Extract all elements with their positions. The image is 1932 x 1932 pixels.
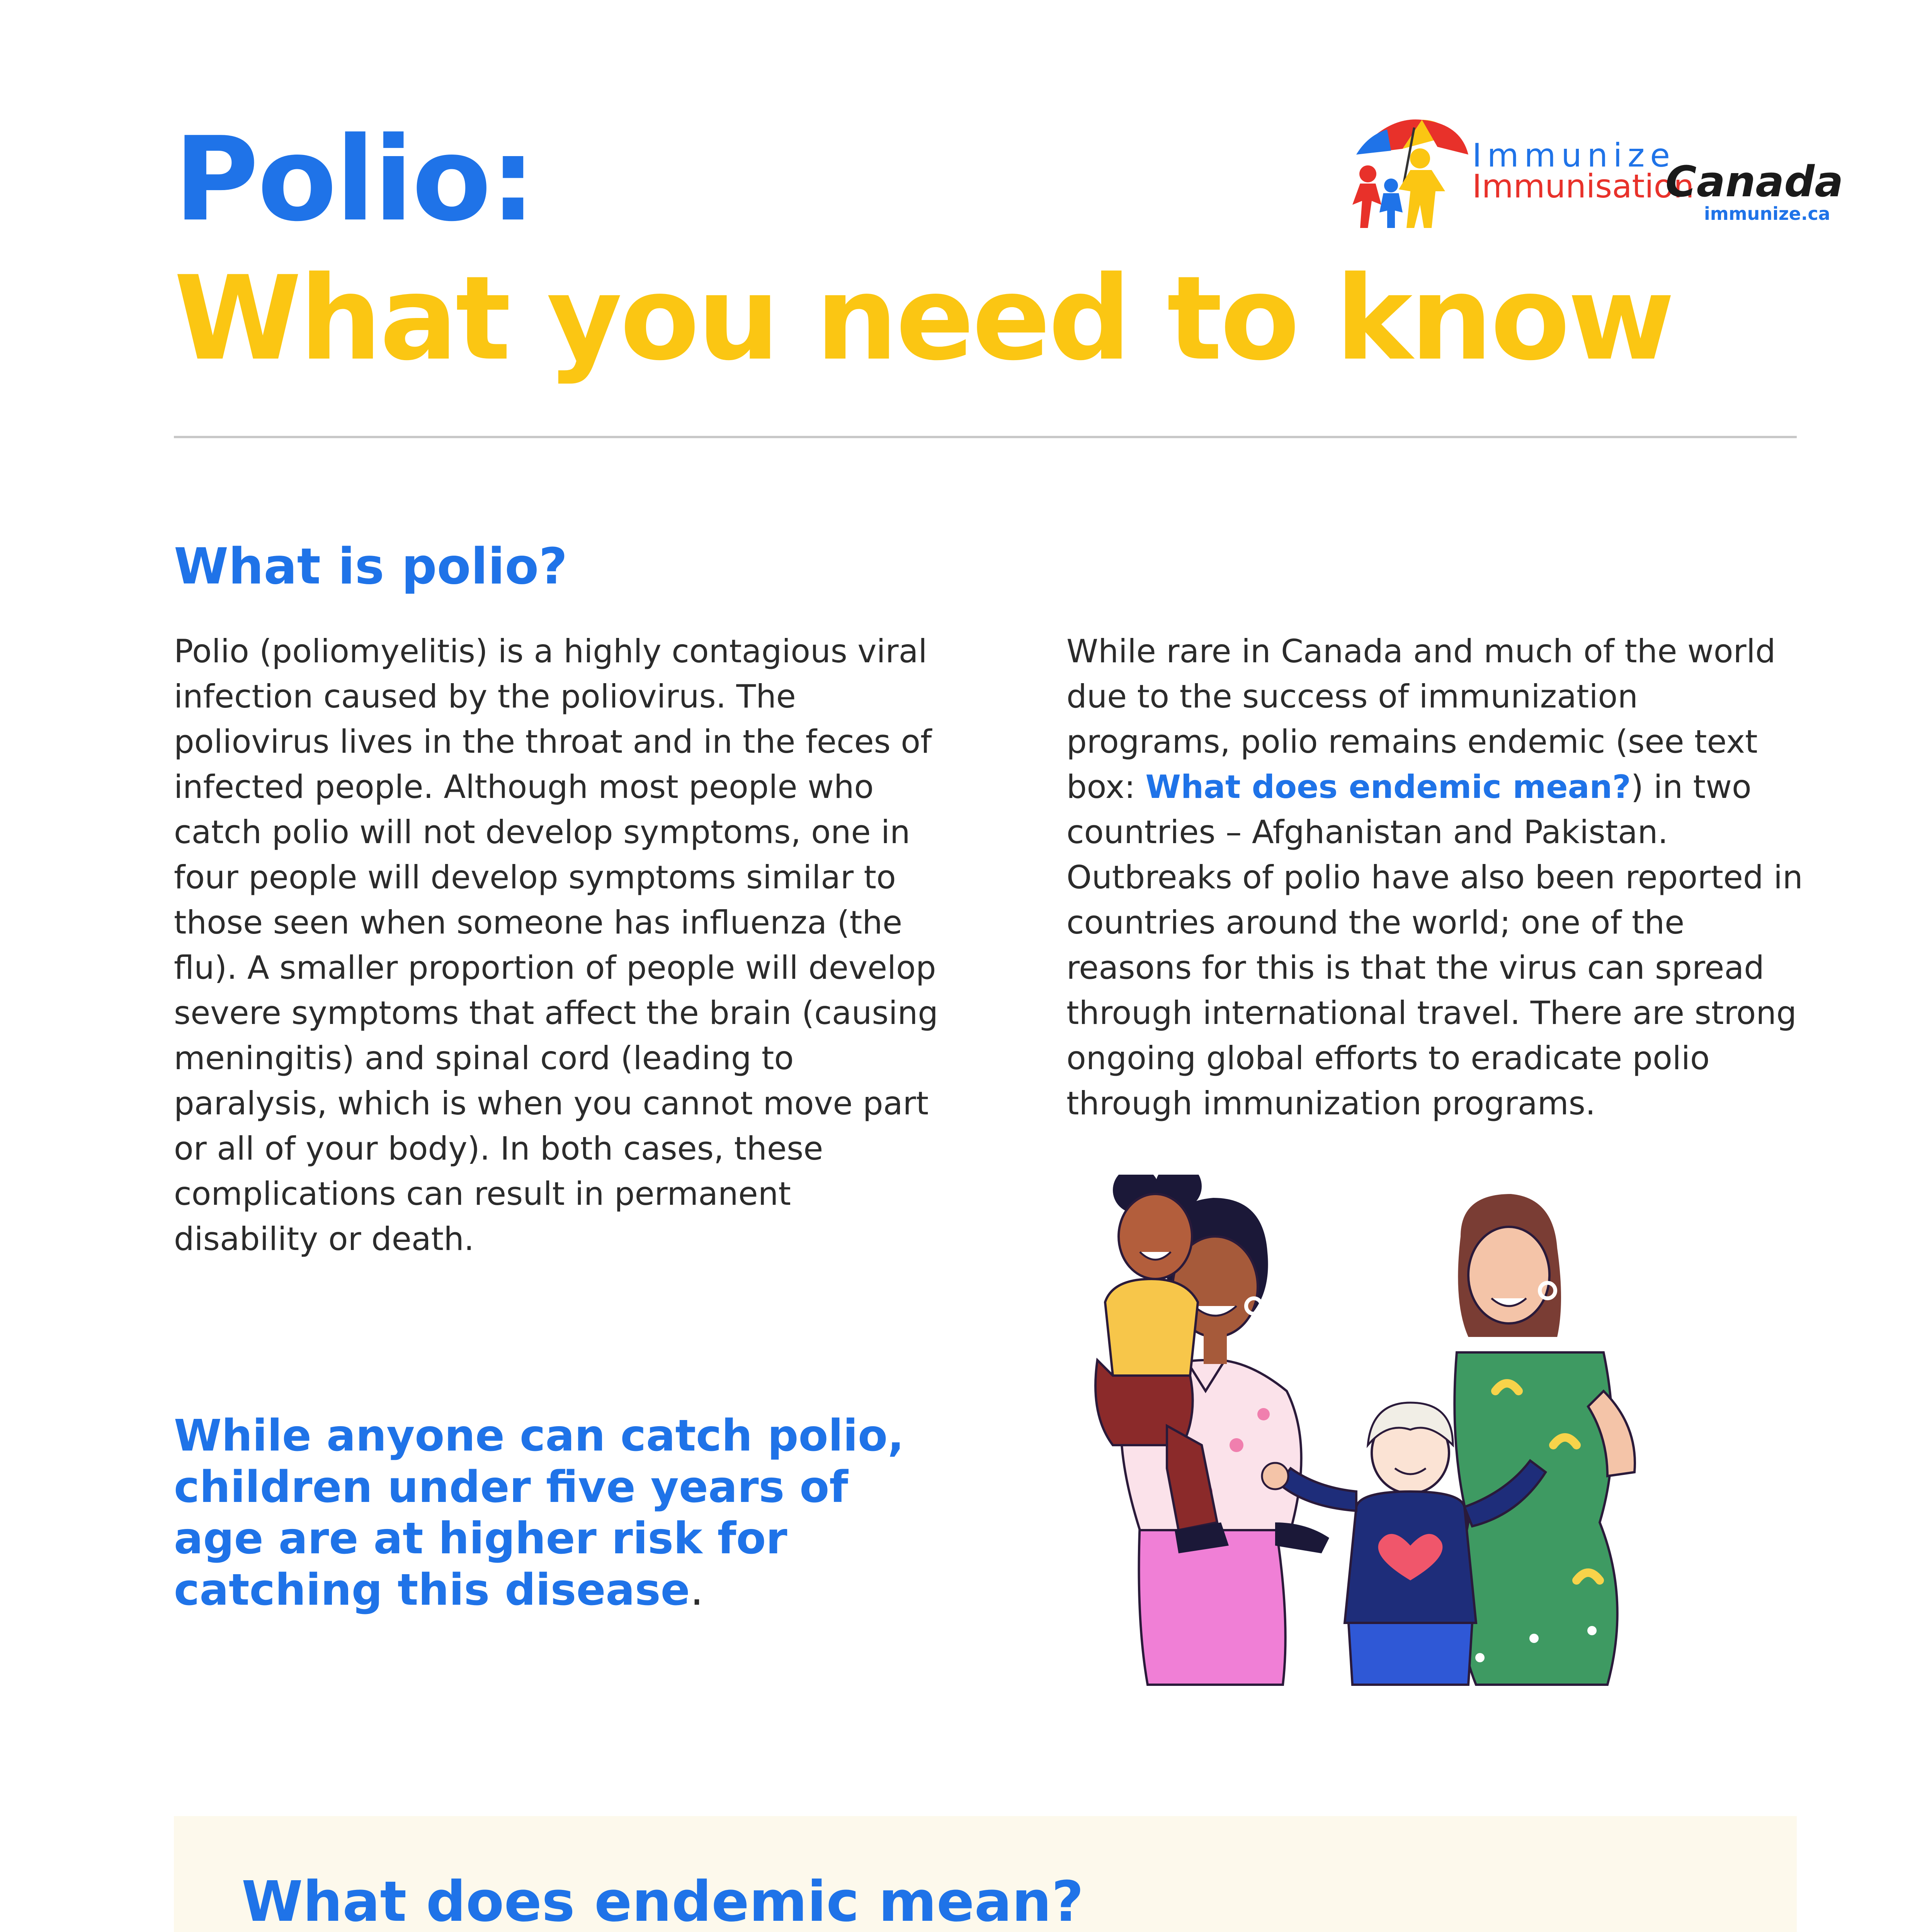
page-subtitle: What you need to know: [174, 251, 1673, 386]
logo-text-canada: Canada: [1665, 157, 1844, 206]
family-group-illustration: [1090, 1175, 1747, 1700]
page-title: Polio:: [174, 112, 535, 247]
immunize-canada-logo[interactable]: [1345, 112, 1844, 236]
section-heading-what-is-polio: What is polio?: [174, 538, 568, 595]
risk-callout: [174, 1410, 927, 1616]
callout-text: While anyone can catch polio, children under five years of age are at higher risk for catching this disease: [174, 1411, 904, 1615]
logo-text-immunize: Immunize: [1472, 136, 1676, 174]
umbrella-family-logo-icon: [1345, 112, 1472, 236]
endemic-textbox-link[interactable]: What does endemic mean?: [1145, 768, 1631, 806]
polio-endemic-paragraph: [1066, 629, 1808, 1126]
polio-description-paragraph: Polio (poliomyelitis) is a highly contagious viral infection caused by the poliovirus. The poliovirus lives in the throat and in the feces of infected people. Although most people who catch polio will not develop symptoms, one in four people will develop symptoms similar to those seen when someone has influenza (the flu). A smaller proportion of people will develop severe symptoms that affect the brain (causing meningitis) and spinal cord (leading to paralysis, which is when you cannot move part or all of your body). In both cases, these complications can result in permanent disability or death.: [174, 633, 938, 1258]
header-divider: [174, 436, 1797, 438]
callout-period: .: [690, 1565, 704, 1615]
logo-text-immunisation: Immunisation: [1472, 167, 1694, 205]
paragraph-text-after: ) in two countries – Afghanistan and Pakistan. Outbreaks of polio have also been reported in countries around the world; one of the reasons for this is that the virus can spread through international travel. There are strong ongoing global efforts to eradicate polio through immunization programs.: [1066, 768, 1803, 1122]
textbox-title: What does endemic mean?: [242, 1869, 1084, 1932]
logo-url[interactable]: immunize.ca: [1704, 203, 1830, 224]
paragraph-text-before: While rare in Canada and much of the world due to the success of immunization programs, polio remains endemic (see text box:: [1066, 633, 1776, 806]
endemic-textbox: [174, 1816, 1797, 1932]
